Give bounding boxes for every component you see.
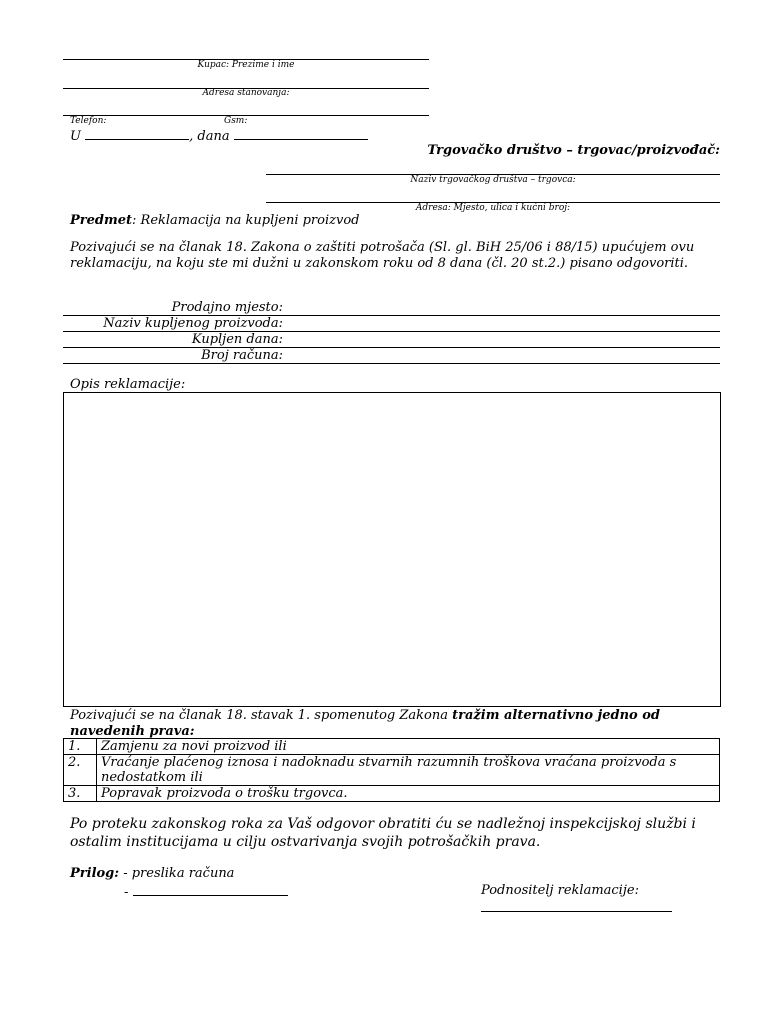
field-label-product-name: Naziv kupljenog proizvoda:: [103, 316, 283, 331]
subject-line: [70, 213, 720, 229]
field-label-invoice-number: Broj računa:: [201, 348, 283, 363]
signature-line[interactable]: [481, 911, 672, 912]
subject-label: Predmet: [70, 213, 133, 228]
right-text: Vraćanje plaćenog iznosa i nadoknadu stvarnih razumnih troškova vraćana proizvoda s nedostatkom ili: [97, 755, 720, 786]
attachment-label: Prilog:: [70, 866, 120, 881]
right-number: 3.: [64, 786, 97, 802]
trader-heading: Trgovačko društvo – trgovac/proizvođač:: [427, 143, 720, 158]
rights-table: [63, 738, 720, 802]
rights-intro-bold: tražim alternativno jedno od navedenih prava:: [70, 708, 660, 739]
rights-intro-plain: Pozivajući se na članak 18. stavak 1. spomenutog Zakona: [70, 708, 453, 723]
attachment-text: - preslika računa: [119, 866, 235, 881]
table-row: [64, 755, 720, 786]
attachment-dash: -: [124, 885, 129, 900]
attachment-line: [70, 866, 370, 882]
date-label: , dana: [189, 129, 230, 144]
trader-address-label: Adresa: Mjesto, ulica i kućni broj:: [415, 203, 571, 213]
date-field[interactable]: [234, 127, 368, 140]
field-label-sale-place: Prodajno mjesto:: [171, 300, 283, 315]
phone-label: Telefon:: [70, 116, 107, 126]
address-label: Adresa stanovanja:: [202, 88, 290, 98]
trader-name-label: Naziv trgovačkog društva – trgovca:: [410, 175, 576, 185]
right-number: 1.: [64, 739, 97, 755]
closing-paragraph: Po proteku zakonskog roka za Vaš odgovor obratiti ću se nadležnoj inspekcijskoj službi i ostalim institucijama u cilju ostvarivanja svojih potrošačkih prava.: [70, 816, 696, 850]
field-label-purchase-date: Kupljen dana:: [191, 332, 283, 347]
description-box[interactable]: [63, 392, 721, 707]
intro-paragraph: Pozivajući se na članak 18. Zakona o zaštiti potrošača (Sl. gl. BiH 25/06 i 88/15) upućujem ovu reklamaciju, na koju ste mi dužni u zakonskom roku od 8 dana (čl. 20 st.2.) pisano odgovoriti.: [70, 240, 695, 271]
attachment-extra-row: [124, 883, 324, 901]
signature-label: Podnositelj reklamacije:: [481, 883, 639, 898]
place-field[interactable]: [85, 127, 189, 140]
table-row: [64, 739, 720, 755]
place-date-row: [70, 127, 390, 145]
buyer-name-label: Kupac: Prezime i ime: [197, 60, 295, 70]
field-line-invoice-number[interactable]: [63, 363, 720, 364]
place-prefix: U: [70, 129, 81, 144]
right-text: Zamjenu za novi proizvod ili: [97, 739, 720, 755]
right-number: 2.: [64, 755, 97, 786]
rights-intro: [70, 708, 720, 740]
attachment-extra-field[interactable]: [133, 883, 288, 896]
right-text: Popravak proizvoda o trošku trgovca.: [97, 786, 720, 802]
description-label: Opis reklamacije:: [70, 377, 186, 392]
table-row: [64, 786, 720, 802]
subject-text: : Reklamacija na kupljeni proizvod: [132, 213, 360, 228]
gsm-label: Gsm:: [224, 116, 248, 126]
